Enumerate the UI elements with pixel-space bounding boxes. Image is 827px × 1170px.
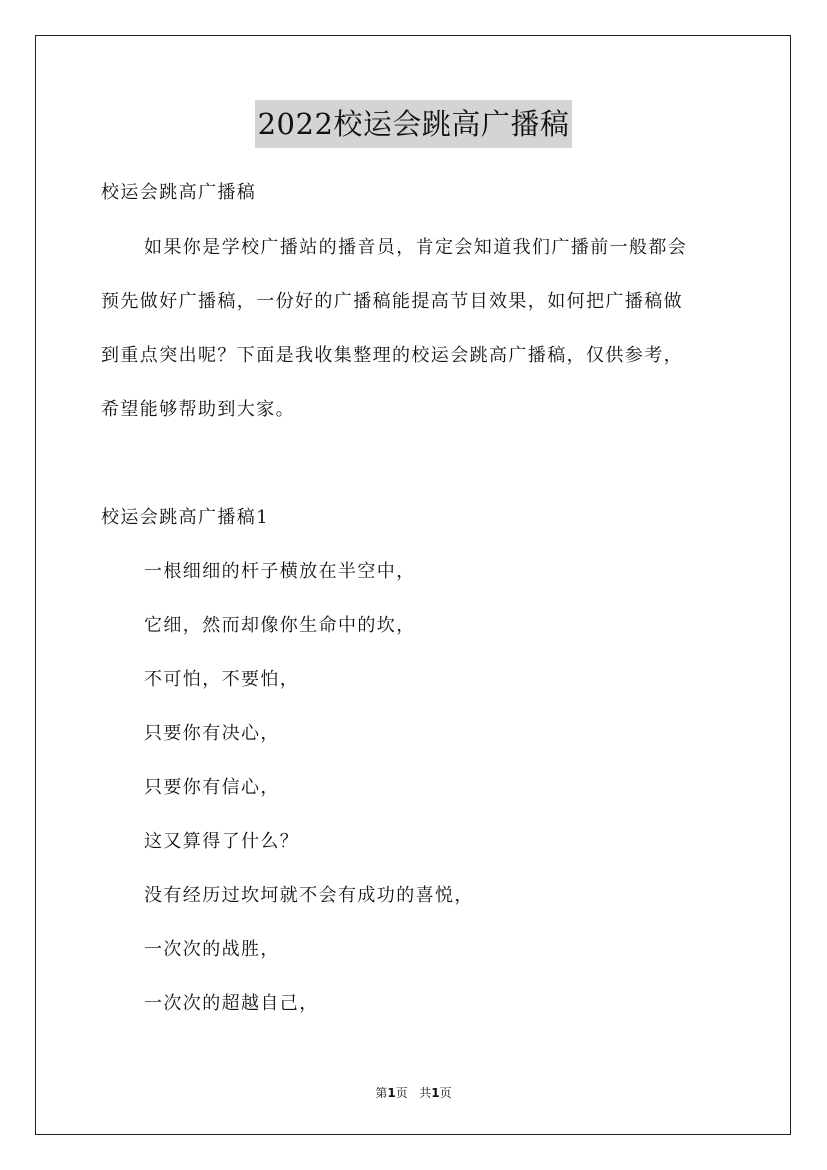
footer-page-mid: 页 共 (395, 1086, 432, 1100)
page-footer (0, 1084, 827, 1101)
footer-page-current: 1 (387, 1086, 396, 1100)
poem-line: 一次次的战胜， (144, 939, 280, 960)
poem-line: 不可怕，不要怕， (144, 669, 300, 690)
section-heading: 校运会跳高广播稿1 (101, 507, 270, 528)
intro-line: 希望能够帮助到大家。 (101, 399, 295, 420)
poem-line: 这又算得了什么？ (144, 831, 300, 852)
poem-line: 只要你有信心， (144, 777, 280, 798)
poem-line: 一根细细的杆子横放在半空中， (144, 561, 416, 582)
poem-line: 只要你有决心， (144, 723, 280, 744)
footer-page-suffix: 页 (439, 1086, 452, 1100)
poem-line: 它细，然而却像你生命中的坎， (144, 615, 416, 636)
intro-line: 如果你是学校广播站的播音员，肯定会知道我们广播前一般都会 (144, 237, 688, 258)
intro-line: 到重点突出呢？下面是我收集整理的校运会跳高广播稿，仅供参考， (101, 345, 683, 366)
footer-page-total: 1 (431, 1086, 440, 1100)
poem-line: 一次次的超越自己， (144, 993, 319, 1014)
title-container (0, 100, 827, 148)
intro-line: 预先做好广播稿，一份好的广播稿能提高节目效果，如何把广播稿做 (101, 291, 683, 312)
footer-page-prefix: 第 (375, 1086, 388, 1100)
poem-line: 没有经历过坎坷就不会有成功的喜悦， (144, 885, 474, 906)
subtitle: 校运会跳高广播稿 (101, 182, 257, 203)
document-title: 2022校运会跳高广播稿 (255, 100, 573, 148)
